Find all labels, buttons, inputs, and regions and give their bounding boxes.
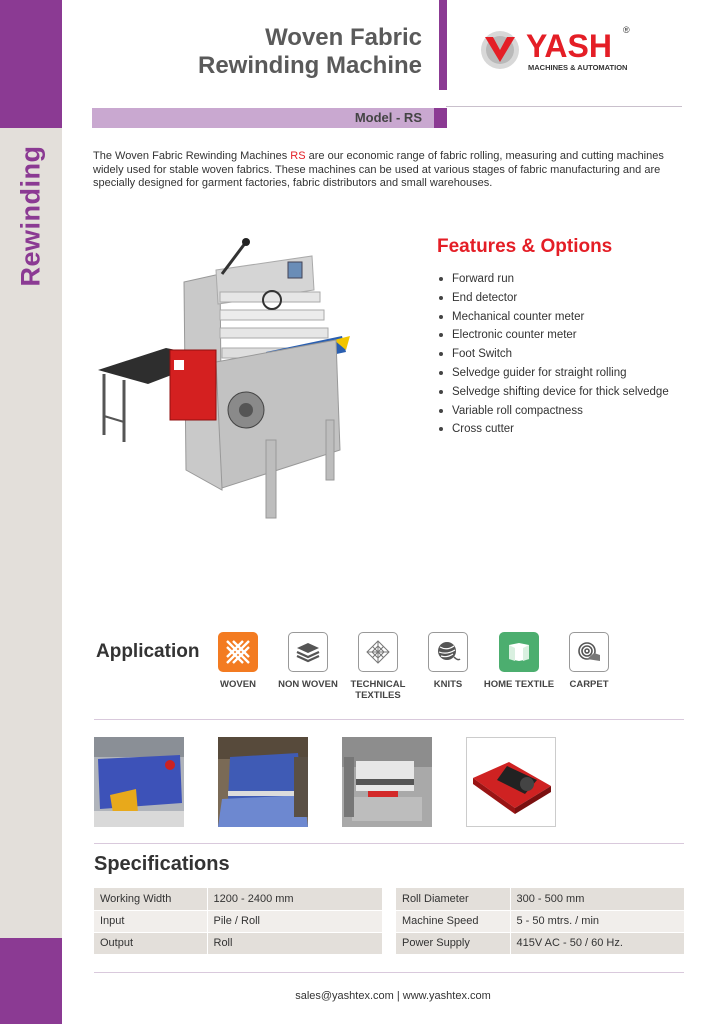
sidebar-top-band [0,0,62,128]
header-rule [446,106,682,107]
table-row [94,932,382,954]
application-item-home-textile [479,632,559,690]
sidebar-bottom-band [0,938,62,1024]
specifications-table-left [94,888,382,955]
application-item-carpet [549,632,629,690]
divider [94,972,684,973]
application-label: HOME TEXTILE [483,679,555,690]
footer-contact: sales@yashtex.com | www.yashtex.com [295,990,491,1002]
model-bar-cap [434,108,447,128]
features-list [438,270,669,439]
divider [94,843,684,844]
spec-key: Working Width [94,888,207,910]
feature-item: Selvedge guider for straight rolling [438,364,669,383]
table-row [94,888,382,910]
brand-logo [480,24,630,80]
page-title [198,24,422,80]
spec-key: Output [94,932,207,954]
spec-key: Machine Speed [396,910,510,932]
woven-icon [218,632,258,672]
spec-value: Pile / Roll [207,910,382,932]
application-label: WOVEN [220,679,256,690]
product-photo-4-foot-switch [466,737,556,827]
header-divider [439,0,447,90]
table-row [396,910,684,932]
application-label: NON WOVEN [278,679,338,690]
spec-value: Roll [207,932,382,954]
machine-image [96,230,370,522]
intro-text-start: The Woven Fabric Rewinding Machines [93,150,291,162]
model-bar [92,108,434,128]
carpet-roll-icon [569,632,609,672]
table-row [396,888,684,910]
product-photo-1 [94,737,184,827]
brand-name: YASH [526,28,612,64]
application-label: KNITS [433,679,463,690]
specifications-table-right [396,888,684,955]
product-photo-3 [342,737,432,827]
yarn-ball-icon [428,632,468,672]
application-title: Application [96,641,200,662]
spec-value: 300 - 500 mm [510,888,684,910]
feature-item: Variable roll compactness [438,402,669,421]
application-label: TECHNICAL TEXTILES [350,679,406,701]
feature-item: Cross cutter [438,420,669,439]
application-item-knits [408,632,488,690]
application-item-technical-textiles [338,632,418,701]
sidebar-category-label: Rewinding [15,145,46,287]
specifications-title: Specifications [94,853,230,875]
feature-item: Electronic counter meter [438,326,669,345]
feature-item: Forward run [438,270,669,289]
registered-mark: ® [623,25,630,35]
spec-value: 1200 - 2400 mm [207,888,382,910]
layers-icon [288,632,328,672]
features-title: Features & Options [437,236,613,257]
spec-key: Roll Diameter [396,888,510,910]
feature-item: End detector [438,289,669,308]
intro-paragraph [93,150,685,191]
title-line-1: Woven Fabric [265,24,422,51]
sidebar [0,0,62,1024]
brand-tagline: MACHINES & AUTOMATION [528,63,628,72]
spec-key: Power Supply [396,932,510,954]
table-row [94,910,382,932]
spec-value: 415V AC - 50 / 60 Hz. [510,932,684,954]
feature-item: Foot Switch [438,345,669,364]
spec-key: Input [94,910,207,932]
spec-value: 5 - 50 mtrs. / min [510,910,684,932]
product-photo-2 [218,737,308,827]
feature-item: Selvedge shifting device for thick selvedge [438,383,669,402]
mesh-icon [358,632,398,672]
application-item-non-woven [268,632,348,690]
intro-text-end: are our economic range of fabric rolling, measuring and cutting machines widely used for stable woven fabrics. These machines can be used at various stages of fabric manufacturing and are specially designed for garment factories, fabric distributors and small warehouses. [93,150,664,189]
divider [94,719,684,720]
table-row [396,932,684,954]
home-textile-icon [499,632,539,672]
feature-item: Mechanical counter meter [438,308,669,327]
model-label: Model - RS [354,110,422,125]
application-label: CARPET [569,679,609,690]
intro-model-highlight: RS [290,150,306,162]
title-line-2: Rewinding Machine [197,52,422,79]
application-item-woven [198,632,278,690]
